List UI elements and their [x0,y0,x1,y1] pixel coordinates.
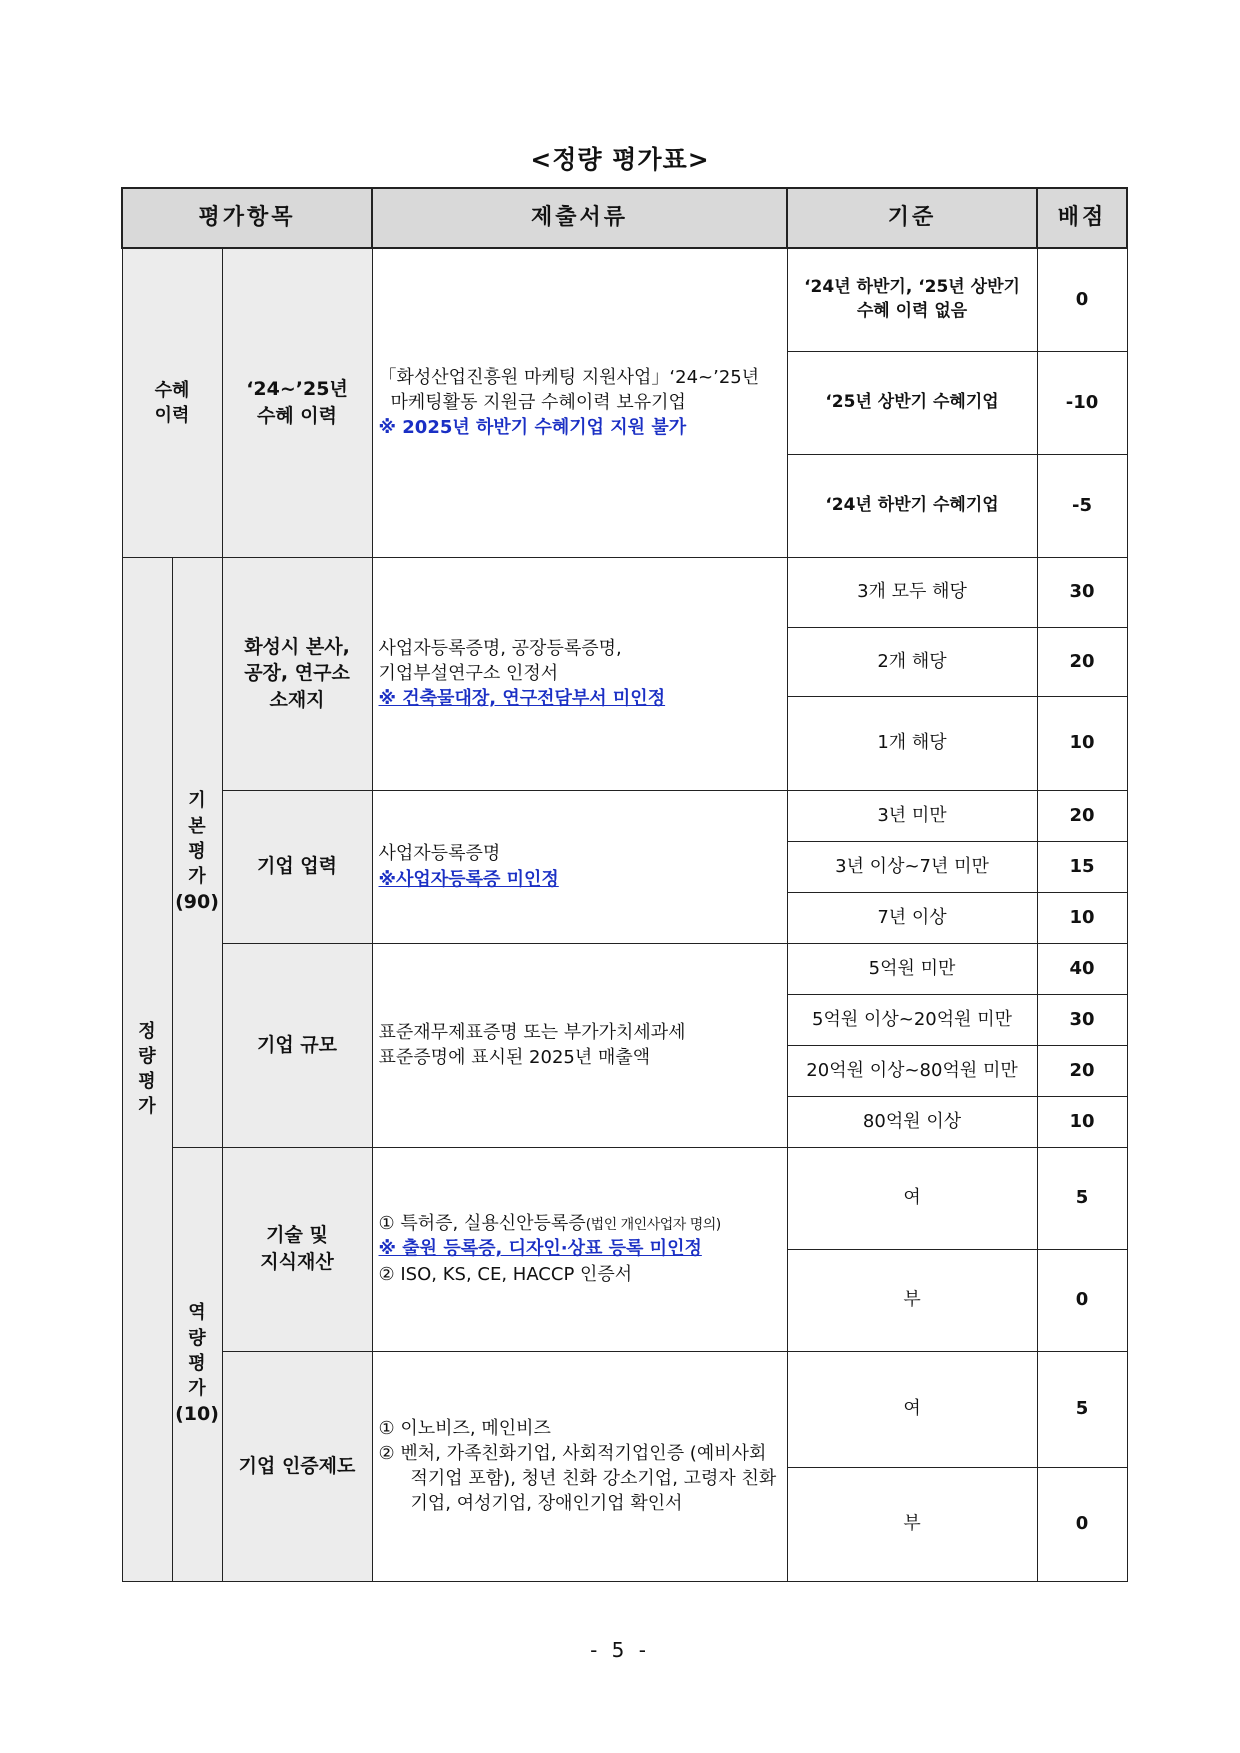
table-row [122,1147,1127,1249]
criteria-cell: ‘24년 하반기, ‘25년 상반기 수혜 이력 없음 [787,248,1037,351]
criteria-cell: 5억원 미만 [787,943,1037,994]
cert-docs: ① 이노비즈, 메인비즈 ② 벤처, 가족친화기업, 사회적기업인증 (예비사회적기업 포함), 청년 친화 강소기업, 고령자 친화 기업, 여성기업, 장애인기업 확인서 [372,1351,787,1581]
cert-item: 기업 인증제도 [222,1351,372,1581]
score-cell: 30 [1037,557,1127,627]
score-cell: 0 [1037,1467,1127,1581]
page-number: - 5 - [590,1638,650,1662]
header-docs: 제출서류 [372,188,787,248]
criteria-cell: 1개 해당 [787,696,1037,790]
criteria-cell: 5억원 이상~20억원 미만 [787,994,1037,1045]
criteria-cell: 3년 이상~7년 미만 [787,841,1037,892]
score-cell: -10 [1037,351,1127,454]
benefit-category: 수혜 이력 [122,248,222,557]
header-item: 평가항목 [122,188,372,248]
basic-eval-label: 기 본 평 가 (90) [172,557,222,1147]
criteria-cell: 2개 해당 [787,627,1037,696]
score-cell: 15 [1037,841,1127,892]
score-cell: 20 [1037,1045,1127,1096]
criteria-cell: 80억원 이상 [787,1096,1037,1147]
benefit-subitem: ‘24~’25년 수혜 이력 [222,248,372,557]
quant-category: 정 량 평 가 [122,557,172,1581]
scale-docs: 표준재무제표증명 또는 부가가치세과세 표준증명에 표시된 2025년 매출액 [372,943,787,1147]
criteria-cell: 3년 미만 [787,790,1037,841]
header-score: 배점 [1037,188,1127,248]
history-docs: 사업자등록증명 ※사업자등록증 미인정 [372,790,787,943]
table-row [122,557,1127,627]
score-cell: 40 [1037,943,1127,994]
tech-docs: ① 특허증, 실용신안등록증(법인 개인사업자 명의) ※ 출원 등록증, 디자인·상표 등록 미인정 ② ISO, KS, CE, HACCP 인증서 [372,1147,787,1351]
evaluation-table [121,187,1128,1582]
criteria-cell: 3개 모두 해당 [787,557,1037,627]
criteria-cell: 20억원 이상~80억원 미만 [787,1045,1037,1096]
table-header-row [122,188,1127,248]
score-cell: -5 [1037,454,1127,557]
score-cell: 20 [1037,790,1127,841]
scale-item: 기업 규모 [222,943,372,1147]
table-row [122,943,1127,994]
score-cell: 0 [1037,248,1127,351]
score-cell: 20 [1037,627,1127,696]
score-cell: 0 [1037,1249,1127,1351]
criteria-cell: 부 [787,1467,1037,1581]
benefit-docs: 「화성산업진흥원 마케팅 지원사업」‘24~’25년 마케팅활동 지원금 수혜이력 보유기업 ※ 2025년 하반기 수혜기업 지원 불가 [372,248,787,557]
tech-item: 기술 및 지식재산 [222,1147,372,1351]
criteria-cell: ‘24년 하반기 수혜기업 [787,454,1037,557]
table-row [122,790,1127,841]
criteria-cell: 여 [787,1147,1037,1249]
page-title: <정량 평가표> [530,145,710,174]
capability-eval-label: 역 량 평 가 (10) [172,1147,222,1581]
score-cell: 30 [1037,994,1127,1045]
score-cell: 10 [1037,1096,1127,1147]
criteria-cell: 여 [787,1351,1037,1467]
criteria-cell: 7년 이상 [787,892,1037,943]
score-cell: 5 [1037,1351,1127,1467]
location-item: 화성시 본사, 공장, 연구소 소재지 [222,557,372,790]
criteria-cell: 부 [787,1249,1037,1351]
score-cell: 10 [1037,696,1127,790]
score-cell: 10 [1037,892,1127,943]
header-criteria: 기준 [787,188,1037,248]
score-cell: 5 [1037,1147,1127,1249]
table-row [122,1351,1127,1467]
history-item: 기업 업력 [222,790,372,943]
location-docs: 사업자등록증명, 공장등록증명, 기업부설연구소 인정서 ※ 건축물대장, 연구전담부서 미인정 [372,557,787,790]
table-row [122,248,1127,351]
criteria-cell: ‘25년 상반기 수혜기업 [787,351,1037,454]
